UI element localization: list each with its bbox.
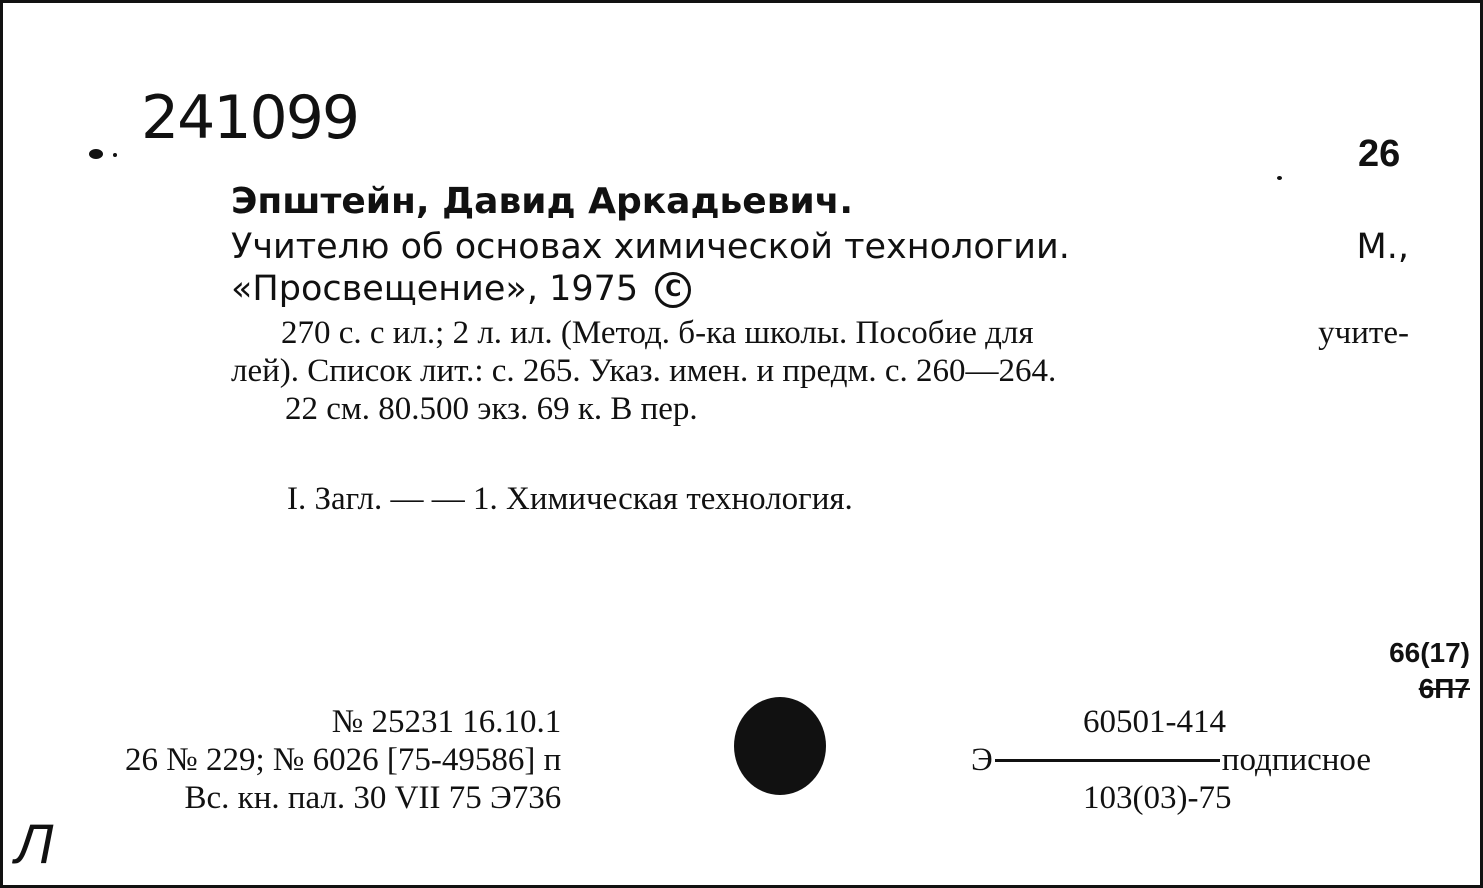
description-text: 270 с. с ил.; 2 л. ил. (Метод. б-ка школы. Пособие для — [281, 315, 1034, 351]
ink-speck — [113, 153, 117, 157]
inventory-number: 241099 — [141, 83, 359, 153]
order-line: № 25231 16.10.1 — [331, 704, 562, 740]
order-line: Вс. кн. пал. 30 VII 75 Э736 — [184, 780, 562, 816]
subject-headings: I. Загл. — — 1. Химическая технология. — [287, 481, 853, 517]
description-line-1 — [281, 315, 1409, 352]
order-info — [125, 703, 561, 817]
classification-code-struck: 6П7 — [1418, 673, 1470, 704]
publisher-line — [231, 269, 691, 309]
pricing-block — [971, 703, 1371, 817]
title-line — [231, 227, 1409, 267]
ink-speck — [1277, 176, 1282, 180]
punch-hole-dot — [734, 697, 826, 795]
classification-code: 66(17) — [1389, 637, 1470, 668]
order-line: 26 № 229; № 6026 [75-49586] п — [125, 742, 562, 778]
description-text-end: учите- — [1318, 315, 1409, 351]
pricing-suffix: подписное — [1221, 742, 1371, 778]
description-line-2: лей). Список лит.: с. 265. Указ. имен. и предм. с. 260—264. — [231, 353, 1057, 389]
copyright-icon: С — [655, 272, 691, 308]
ink-speck — [89, 149, 103, 159]
pricing-dash — [995, 759, 1220, 762]
pricing-code-top: 60501-414 — [1083, 704, 1226, 740]
corner-handwritten-mark: Л — [15, 812, 54, 875]
pricing-code-bottom: 103(03)-75 — [1083, 780, 1232, 816]
book-title: Учителю об основах химической технологии. — [231, 227, 1070, 267]
shelf-number: 26 — [1358, 133, 1401, 175]
publisher-year: «Просвещение», 1975 — [231, 269, 639, 309]
description-line-3: 22 см. 80.500 экз. 69 к. В пер. — [285, 391, 698, 427]
pricing-mid-line — [971, 741, 1371, 779]
publication-place: М., — [1356, 227, 1409, 267]
classification-codes — [1389, 635, 1470, 707]
author-heading: Эпштейн, Давид Аркадьевич. — [231, 181, 854, 222]
pricing-prefix: Э — [971, 742, 993, 778]
